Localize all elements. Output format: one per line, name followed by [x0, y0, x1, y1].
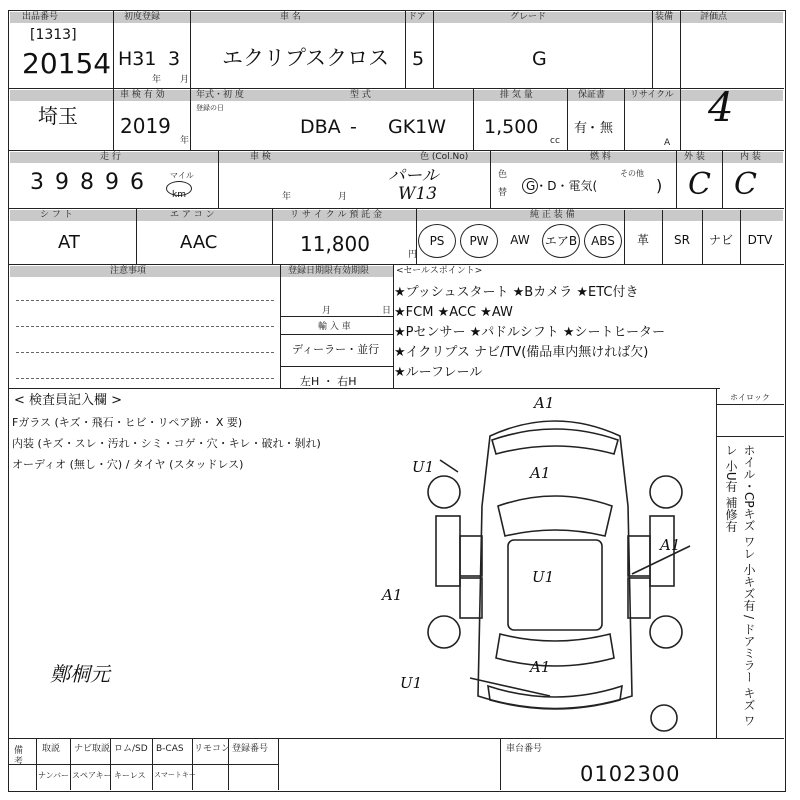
v-line: [473, 88, 474, 150]
h-line: [280, 366, 393, 367]
lot-bracket: [1313]: [30, 27, 77, 43]
recycle-fee-label: リ サ イ ク ル 預 託 金: [290, 210, 383, 220]
v-line: [136, 208, 137, 264]
dealer-option: ディーラー・並行: [292, 343, 380, 356]
interior-label: 内 装: [740, 152, 761, 162]
km-circle: [166, 181, 192, 200]
v-line: [624, 88, 625, 150]
v-line: [192, 738, 193, 790]
equipment-item: [704, 224, 738, 258]
smart-key-label: スマートキー: [154, 771, 196, 779]
h-line: [8, 764, 278, 765]
import-label: 輸 入 車: [318, 322, 351, 332]
reg-month: 3: [168, 48, 181, 70]
model-prefix: DBA: [300, 116, 341, 138]
left-door-rear: [460, 578, 482, 618]
exterior-value: C: [688, 167, 711, 202]
right-vertical-text: [722, 444, 782, 734]
notes-line: [16, 352, 274, 353]
mileage-digit: 9: [105, 170, 119, 195]
color-code: W13: [398, 184, 438, 204]
v-line: [113, 10, 114, 88]
h-line: [280, 334, 393, 335]
model-year-unit: 年: [180, 136, 190, 146]
cc-unit: cc: [550, 136, 560, 146]
v-line: [218, 150, 219, 208]
tire-fl: [428, 476, 460, 508]
doors-value: 5: [412, 48, 425, 70]
interior-value: C: [734, 167, 757, 202]
inspector-line: Fガラス (キズ・飛石・ヒビ・リペア跡・ X 要): [12, 416, 243, 429]
damage-mark-right-doors: A1: [660, 536, 681, 554]
reg-no-label: 登録番号: [232, 744, 269, 754]
chassis-no-value: 0102300: [580, 762, 681, 786]
inspection-month-unit: 月: [338, 192, 348, 202]
car-name-label: 車 名: [280, 12, 301, 22]
wheel-lock-label: ホイロック: [730, 393, 770, 402]
equipment-divider: [624, 210, 625, 264]
car-diagram: [400, 396, 710, 736]
h-line: [8, 738, 784, 739]
h-line: [280, 316, 393, 317]
spare-key-label: スペアキー: [72, 771, 112, 780]
mile-unit: マイル: [170, 171, 194, 180]
equipment-label: ABS: [591, 234, 615, 248]
equipment-item: [460, 224, 498, 258]
equipment-item: [542, 224, 580, 258]
navi-card-label: ナビ取説: [74, 744, 111, 754]
inspector-handwritten: 鄭桐元: [50, 662, 110, 686]
sales-point-line: ★プッシュスタート ★Bカメラ ★ETC付き: [394, 285, 639, 300]
color-short: 色: [498, 170, 508, 180]
displacement-value: 1,500: [484, 116, 539, 138]
inspection-label: 車 検: [250, 152, 271, 162]
region-value: 埼玉: [38, 104, 78, 128]
mileage-digit: 8: [80, 170, 94, 195]
equipment-label: エアB: [544, 234, 578, 248]
notes-line: [16, 378, 274, 379]
v-line: [113, 88, 114, 150]
damage-mark-front-left-fender: U1: [412, 458, 435, 476]
equipment-label: AW: [510, 233, 530, 247]
rom-sd-label: ロム/SD: [114, 744, 148, 754]
inspector-line: オーディオ (無し・穴) / タイヤ (スタッドレス): [12, 458, 244, 471]
model-code: GK1W: [388, 116, 447, 138]
lot-number: 20154: [22, 47, 112, 80]
manual-label: 取説: [42, 744, 61, 754]
car-name: エクリプスクロス: [222, 46, 390, 70]
h-line: [8, 150, 784, 151]
front-bumper: [492, 429, 618, 454]
model-year-label: 年式・初 度: [196, 90, 244, 100]
equipment-label: DTV: [747, 233, 773, 247]
right-vertical-content: ホイル・CPキズ ワレ 小キズ有 / ドアミラー キズ ワレ 小U有 補修有: [724, 444, 756, 727]
v-line: [567, 88, 568, 150]
damage-mark-roof: U1: [532, 568, 555, 586]
equipment-divider: [702, 210, 703, 264]
exterior-label: 外 装: [684, 152, 705, 162]
mileage-label: 走 行: [100, 152, 121, 162]
fuel-label: 燃 料: [590, 152, 611, 162]
v-line: [152, 738, 153, 790]
row4-band: [10, 210, 783, 221]
notes-line: [16, 300, 274, 301]
equipment-row: [418, 222, 782, 262]
chassis-no-label: 車台番号: [506, 744, 543, 754]
color-name: パール: [388, 166, 439, 186]
row3-band: [10, 152, 783, 163]
damage-mark-left-doors: A1: [382, 586, 403, 604]
v-line: [190, 88, 191, 150]
reg-day-unit: 日: [382, 306, 392, 316]
yen-unit: 円: [408, 250, 418, 260]
equipment-label: SR: [674, 233, 690, 247]
v-line: [716, 388, 717, 738]
h-line: [8, 88, 784, 89]
doors-label: ドア: [408, 12, 426, 22]
equipment-item: [664, 224, 700, 258]
h-line: [8, 388, 720, 389]
right-door-rear: [628, 578, 650, 618]
roof-panel: [508, 540, 602, 630]
shift-label: シ フ ト: [40, 210, 73, 220]
equipment-label: 装備: [655, 12, 674, 22]
left-mirror: [436, 516, 460, 586]
grade-value: G: [532, 48, 547, 70]
sales-point-line: ★FCM ★ACC ★AW: [394, 305, 513, 320]
aircon-value: AAC: [180, 232, 218, 253]
footer-side-label: 備考: [14, 746, 24, 767]
equipment-label: 革: [636, 233, 649, 247]
inspector-title: < 検査員記入欄 >: [14, 393, 123, 408]
equipment-item: [742, 224, 778, 258]
damage-mark-rear-left-quarter: U1: [400, 674, 423, 692]
inspection-year-unit: 年: [282, 192, 292, 202]
reg-valid-label: 登録日期限有効期限: [288, 266, 370, 276]
h-line: [716, 404, 784, 405]
warranty-label: 保証書: [578, 90, 606, 100]
region-label: 車 検 有 効: [120, 90, 165, 100]
equipment-row-label: 純 正 装 備: [530, 210, 575, 220]
rear-window: [496, 634, 614, 666]
v-line: [405, 10, 406, 88]
fuel-options: G・D・電気(: [526, 179, 598, 193]
aircon-label: エ ア コ ン: [170, 210, 215, 220]
steering-option: 左H ・ 右H: [300, 375, 357, 388]
v-line: [680, 10, 681, 150]
reg-era-year: H31: [118, 48, 157, 70]
keyless-label: キーレス: [114, 771, 146, 780]
equipment-label: PW: [469, 234, 489, 248]
warranty-no: 無: [600, 121, 614, 136]
sales-points-label: <セールスポイント>: [396, 266, 483, 276]
mileage-digit: 3: [30, 170, 44, 195]
equipment-divider: [740, 210, 741, 264]
score-label: 評価点: [700, 12, 728, 22]
notes-line: [16, 326, 274, 327]
equipment-item: [626, 224, 660, 258]
h-line: [8, 264, 784, 265]
tire-fr: [650, 476, 682, 508]
warranty-yes: 有: [574, 121, 588, 136]
a-mark: A: [664, 138, 671, 148]
equipment-item: [584, 224, 622, 258]
v-line: [70, 738, 71, 790]
v-line: [433, 10, 434, 88]
ext-short: 替: [498, 188, 508, 198]
warranty-dot: ・: [586, 121, 600, 136]
v-line: [676, 150, 677, 208]
h-line: [8, 208, 784, 209]
windshield: [498, 496, 612, 536]
equipment-divider: [662, 210, 663, 264]
left-door-front: [460, 536, 482, 576]
model-sep: -: [350, 116, 357, 138]
v-line: [110, 738, 111, 790]
tire-rl: [428, 616, 460, 648]
recycle-label: リサイクル: [630, 90, 674, 100]
damage-mark-front-bumper: A1: [534, 394, 555, 412]
month-unit: 月: [180, 75, 190, 85]
first-reg-label: 初度登録: [124, 12, 161, 22]
v-line: [280, 264, 281, 388]
notes-label: 注意事項: [110, 266, 147, 276]
mileage-digit: 6: [130, 170, 144, 195]
inspector-line: 内装 (キズ・スレ・汚れ・シミ・コゲ・穴・キレ・破れ・剝れ): [12, 437, 321, 450]
year-unit: 年: [152, 75, 162, 85]
reg-month-unit: 月: [322, 306, 332, 316]
grade-label: グレード: [510, 12, 547, 22]
v-line: [500, 738, 501, 790]
v-line: [490, 150, 491, 208]
fuel-other: その他: [620, 169, 644, 178]
displacement-label: 排 気 量: [500, 90, 533, 100]
equipment-item: [418, 224, 456, 258]
equipment-label: PS: [429, 234, 445, 248]
sales-point-line: ★イクリプス ナビ/TV(備品車内無ければ欠): [394, 345, 649, 360]
damage-mark-hood: A1: [530, 464, 551, 482]
recycle-fee-value: 11,800: [300, 232, 370, 256]
remote-label: リモコン: [194, 744, 231, 754]
v-line: [278, 738, 279, 790]
sales-point-line: ★Pセンサー ★パドルシフト ★シートヒーター: [394, 325, 665, 340]
model-year-note: 登録の日: [196, 104, 224, 112]
damage-mark-trunk: A1: [530, 658, 551, 676]
tire-rr: [650, 616, 682, 648]
rear-bumper: [488, 686, 622, 709]
score-value: 4: [708, 85, 734, 131]
color-label: 色 (Col.No): [420, 152, 469, 162]
model-label: 型 式: [350, 90, 371, 100]
km-unit: km: [172, 190, 186, 200]
v-line: [272, 208, 273, 264]
spare-tire: [651, 705, 677, 731]
mileage-digit: 9: [55, 170, 69, 195]
v-line: [722, 150, 723, 208]
number-label: ナンバー: [38, 771, 70, 780]
lot-no-label: 出品番号: [22, 12, 59, 22]
model-year-value: 2019: [120, 114, 171, 138]
bcas-label: B-CAS: [156, 744, 184, 754]
shift-value: AT: [58, 232, 80, 253]
v-line: [190, 10, 191, 88]
equipment-label: ナビ: [708, 233, 733, 247]
h-line: [716, 436, 784, 437]
v-line: [652, 10, 653, 88]
equipment-item: [502, 224, 538, 258]
v-line: [36, 738, 37, 790]
sales-point-line: ★ルーフレール: [394, 365, 483, 380]
fuel-close: ): [656, 176, 663, 195]
